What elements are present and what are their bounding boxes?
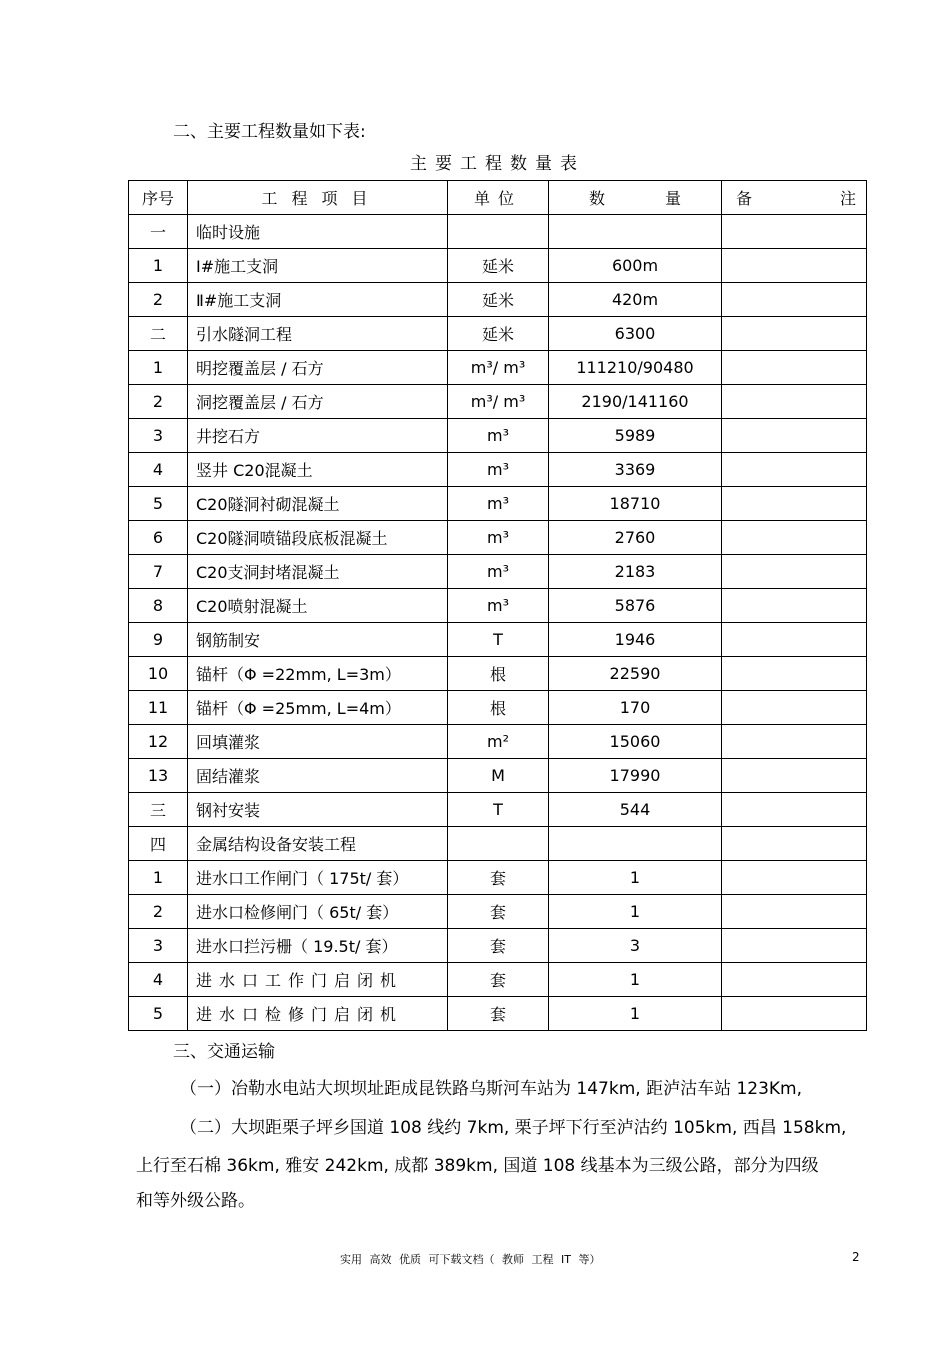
cell-unit: T [448, 623, 549, 657]
cell-quantity: 2183 [549, 555, 722, 589]
cell-quantity: 1 [549, 997, 722, 1031]
table-row [129, 555, 867, 589]
cell-unit: 套 [448, 929, 549, 963]
cell-quantity: 2190/141160 [549, 385, 722, 419]
cell-unit: 套 [448, 895, 549, 929]
cell-item: 钢衬安装 [188, 793, 448, 827]
cell-item: C20支洞封堵混凝土 [188, 555, 448, 589]
cell-unit: 延米 [448, 317, 549, 351]
cell-quantity: 1 [549, 861, 722, 895]
table-row [129, 419, 867, 453]
cell-unit: 延米 [448, 283, 549, 317]
cell-note [722, 283, 867, 317]
cell-no: 三 [129, 793, 188, 827]
cell-item: 回填灌浆 [188, 725, 448, 759]
cell-no: 3 [129, 419, 188, 453]
cell-unit: m³ [448, 589, 549, 623]
cell-unit: m³ [448, 521, 549, 555]
cell-item: 进水口拦污栅（ 19.5t/ 套） [188, 929, 448, 963]
table-row [129, 657, 867, 691]
cell-item: 井挖石方 [188, 419, 448, 453]
cell-item: 洞挖覆盖层 / 石方 [188, 385, 448, 419]
cell-quantity: 3 [549, 929, 722, 963]
cell-note [722, 657, 867, 691]
paragraph-transport-2: （二）大坝距栗子坪乡国道 108 线约 7km, 栗子坪下行至泸沽约 105km, 西昌 158km, [180, 1118, 847, 1138]
cell-unit: 根 [448, 657, 549, 691]
cell-note [722, 963, 867, 997]
cell-no: 一 [129, 215, 188, 249]
paragraph-transport-1: （一）冶勒水电站大坝坝址距成昆铁路乌斯河车站为 147km, 距泸沽车站 123Km, [180, 1079, 803, 1099]
cell-item: Ⅰ#施工支洞 [188, 249, 448, 283]
cell-unit: T [448, 793, 549, 827]
table-row [129, 725, 867, 759]
cell-quantity: 18710 [549, 487, 722, 521]
cell-unit: 套 [448, 963, 549, 997]
table-row [129, 895, 867, 929]
cell-unit: m³/ m³ [448, 385, 549, 419]
cell-unit: m³ [448, 453, 549, 487]
table-row [129, 623, 867, 657]
cell-item: 进水口工作闸门（ 175t/ 套） [188, 861, 448, 895]
cell-quantity: 600m [549, 249, 722, 283]
cell-note [722, 861, 867, 895]
table-row [129, 215, 867, 249]
cell-item: 明挖覆盖层 / 石方 [188, 351, 448, 385]
cell-note [722, 691, 867, 725]
cell-note [722, 793, 867, 827]
cell-unit [448, 827, 549, 861]
header-unit: 单位 [448, 181, 549, 215]
cell-quantity: 1946 [549, 623, 722, 657]
cell-no: 2 [129, 385, 188, 419]
cell-note [722, 453, 867, 487]
table-row [129, 317, 867, 351]
cell-no: 8 [129, 589, 188, 623]
table-row [129, 691, 867, 725]
quantities-table [128, 180, 867, 1031]
cell-no: 2 [129, 895, 188, 929]
page-number: 2 [852, 1250, 860, 1264]
table-row [129, 385, 867, 419]
cell-quantity: 1 [549, 895, 722, 929]
section-heading-transport: 三、交通运输 [173, 1042, 275, 1062]
table-row [129, 793, 867, 827]
table-row [129, 283, 867, 317]
cell-note [722, 555, 867, 589]
cell-no: 10 [129, 657, 188, 691]
header-item: 工程项目 [188, 181, 448, 215]
cell-note [722, 215, 867, 249]
cell-quantity [549, 215, 722, 249]
cell-item: 固结灌浆 [188, 759, 448, 793]
cell-note [722, 589, 867, 623]
cell-quantity: 6300 [549, 317, 722, 351]
cell-quantity: 544 [549, 793, 722, 827]
cell-unit: 套 [448, 997, 549, 1031]
cell-unit: 套 [448, 861, 549, 895]
table-row [129, 827, 867, 861]
cell-no: 3 [129, 929, 188, 963]
cell-item: 进水口检修门启闭机 [188, 997, 448, 1031]
cell-quantity: 15060 [549, 725, 722, 759]
table-row [129, 521, 867, 555]
cell-quantity: 3369 [549, 453, 722, 487]
table-header-row [129, 181, 867, 215]
cell-no: 6 [129, 521, 188, 555]
header-quantity: 数 量 [549, 181, 722, 215]
table-row [129, 453, 867, 487]
cell-unit: 延米 [448, 249, 549, 283]
cell-note [722, 249, 867, 283]
cell-quantity: 5989 [549, 419, 722, 453]
header-note: 备 注 [722, 181, 867, 215]
cell-item: 钢筋制安 [188, 623, 448, 657]
cell-note [722, 929, 867, 963]
cell-unit: m² [448, 725, 549, 759]
cell-note [722, 419, 867, 453]
cell-item: 锚杆（Φ =22mm, L=3m） [188, 657, 448, 691]
cell-unit: 根 [448, 691, 549, 725]
cell-quantity: 170 [549, 691, 722, 725]
cell-item: 竖井 C20混凝土 [188, 453, 448, 487]
cell-note [722, 385, 867, 419]
cell-unit: m³ [448, 419, 549, 453]
cell-unit [448, 215, 549, 249]
table-row [129, 249, 867, 283]
cell-item: C20隧洞衬砌混凝土 [188, 487, 448, 521]
cell-no: 12 [129, 725, 188, 759]
table-row [129, 759, 867, 793]
cell-note [722, 317, 867, 351]
cell-no: 11 [129, 691, 188, 725]
cell-quantity: 111210/90480 [549, 351, 722, 385]
cell-item: 进水口检修闸门（ 65t/ 套） [188, 895, 448, 929]
cell-item: 引水隧洞工程 [188, 317, 448, 351]
cell-note [722, 997, 867, 1031]
paragraph-transport-4: 和等外级公路。 [136, 1191, 255, 1211]
cell-note [722, 759, 867, 793]
cell-unit: M [448, 759, 549, 793]
cell-item: 临时设施 [188, 215, 448, 249]
cell-no: 4 [129, 963, 188, 997]
cell-no: 13 [129, 759, 188, 793]
cell-item: C20隧洞喷锚段底板混凝土 [188, 521, 448, 555]
table-row [129, 487, 867, 521]
cell-quantity: 22590 [549, 657, 722, 691]
cell-unit: m³/ m³ [448, 351, 549, 385]
table-row [129, 929, 867, 963]
cell-unit: m³ [448, 487, 549, 521]
cell-no: 9 [129, 623, 188, 657]
cell-no: 二 [129, 317, 188, 351]
table-row [129, 997, 867, 1031]
cell-note [722, 351, 867, 385]
section-heading-quantities: 二、主要工程数量如下表: [173, 122, 366, 142]
cell-quantity: 5876 [549, 589, 722, 623]
paragraph-transport-3: 上行至石棉 36km, 雅安 242km, 成都 389km, 国道 108 线基本为三级公路，部分为四级 [136, 1156, 819, 1176]
cell-note [722, 725, 867, 759]
cell-no: 1 [129, 249, 188, 283]
table-row [129, 589, 867, 623]
cell-quantity: 17990 [549, 759, 722, 793]
cell-item: 金属结构设备安装工程 [188, 827, 448, 861]
cell-no: 1 [129, 861, 188, 895]
cell-item: C20喷射混凝土 [188, 589, 448, 623]
cell-quantity: 2760 [549, 521, 722, 555]
cell-unit: m³ [448, 555, 549, 589]
header-no: 序号 [129, 181, 188, 215]
table-row [129, 963, 867, 997]
table-title: 主要工程数量表 [410, 154, 585, 174]
cell-note [722, 827, 867, 861]
cell-note [722, 623, 867, 657]
cell-no: 2 [129, 283, 188, 317]
page-footer: 实用 高效 优质 可下载文档（ 教师 工程 IT 等） [340, 1253, 601, 1266]
cell-item: Ⅱ#施工支洞 [188, 283, 448, 317]
cell-no: 1 [129, 351, 188, 385]
cell-item: 锚杆（Φ =25mm, L=4m） [188, 691, 448, 725]
cell-no: 7 [129, 555, 188, 589]
cell-no: 5 [129, 487, 188, 521]
table-row [129, 861, 867, 895]
cell-no: 四 [129, 827, 188, 861]
cell-quantity: 420m [549, 283, 722, 317]
cell-note [722, 895, 867, 929]
cell-no: 4 [129, 453, 188, 487]
cell-note [722, 521, 867, 555]
cell-note [722, 487, 867, 521]
table-row [129, 351, 867, 385]
cell-quantity [549, 827, 722, 861]
cell-item: 进水口工作门启闭机 [188, 963, 448, 997]
cell-no: 5 [129, 997, 188, 1031]
cell-quantity: 1 [549, 963, 722, 997]
